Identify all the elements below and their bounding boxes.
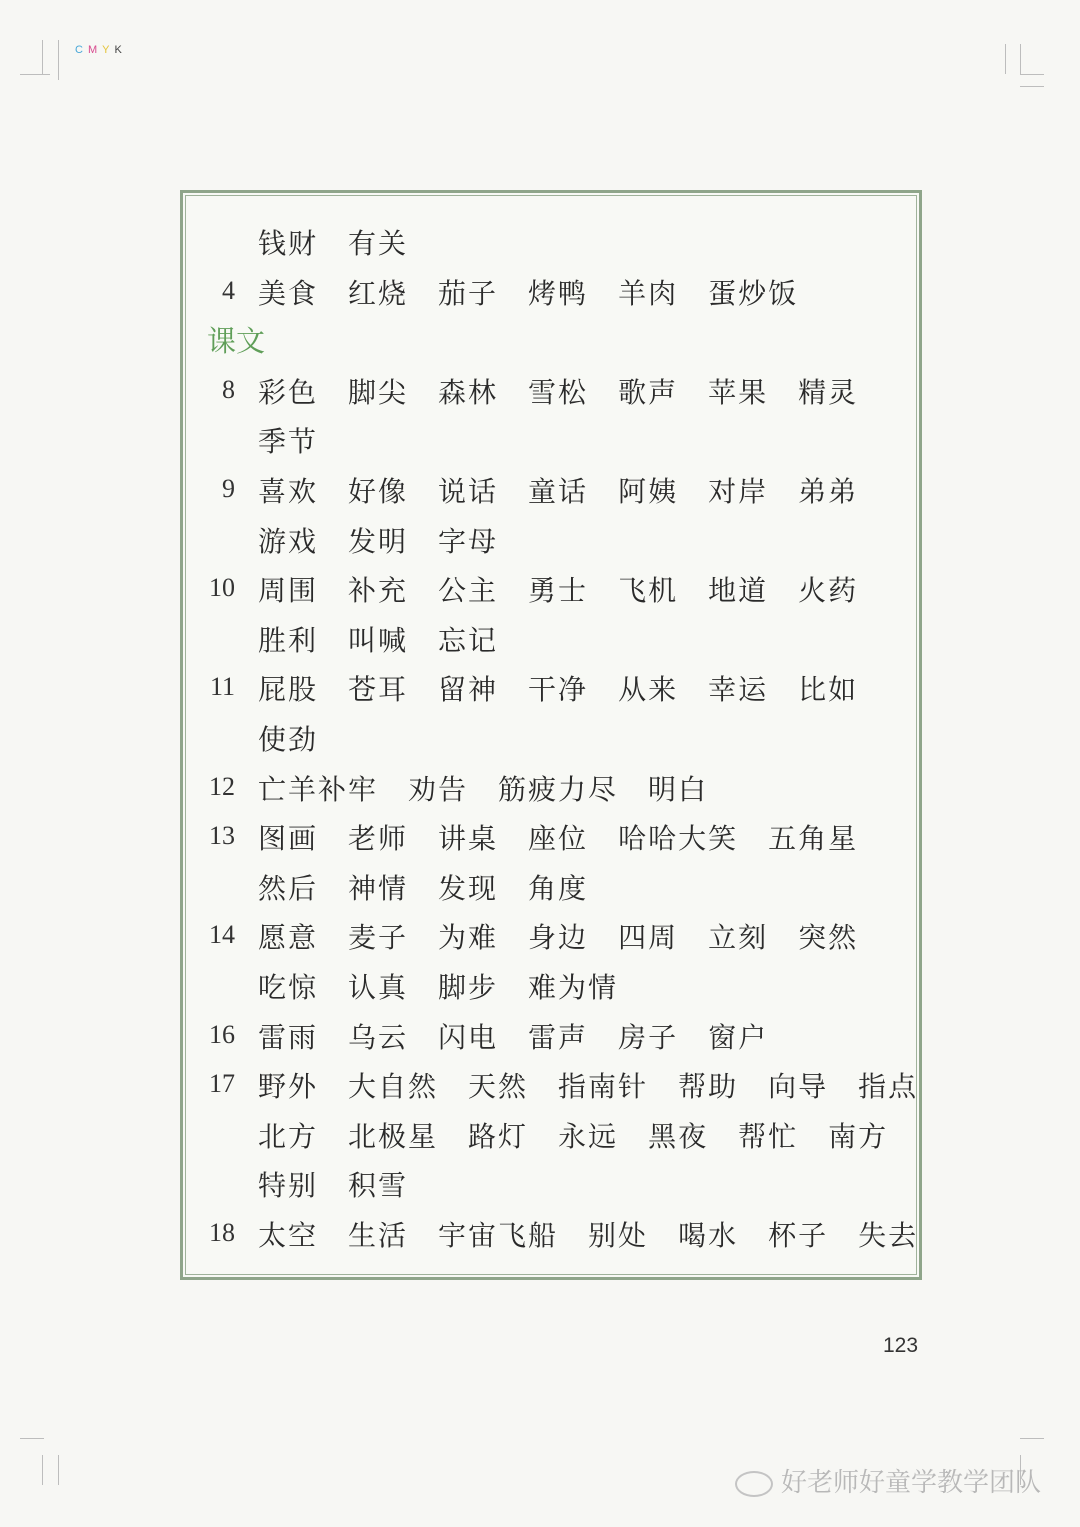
word-group [258, 1164, 438, 1204]
vocab-word: 窗户 [708, 1020, 769, 1054]
vocab-word: 弟弟 [798, 474, 859, 508]
vocab-word: 烤鸭 [528, 276, 589, 310]
vocab-word: 美食 [258, 276, 319, 310]
vocab-word: 老师 [348, 822, 409, 856]
vocab-row [0, 865, 1080, 915]
watermark [735, 1462, 1041, 1499]
vocab-word: 补充 [348, 574, 409, 608]
vocab-word: 蛋炒饭 [708, 276, 799, 310]
crop-mark [42, 40, 43, 74]
vocab-row [0, 220, 1080, 270]
vocab-word: 杯子 [768, 1218, 829, 1252]
word-group [258, 966, 648, 1006]
lesson-number: 17 [209, 1069, 235, 1099]
vocab-row [0, 369, 1080, 419]
word-group [258, 916, 888, 956]
vocab-word: 雪松 [528, 375, 589, 409]
vocab-word: 地道 [708, 574, 769, 608]
crop-mark [1020, 44, 1021, 74]
vocab-word: 向导 [768, 1070, 829, 1104]
word-group [258, 272, 828, 312]
word-group [258, 569, 888, 609]
vocab-word: 森林 [438, 375, 499, 409]
lesson-number: 12 [209, 771, 235, 801]
vocab-row [0, 418, 1080, 468]
vocab-row [0, 666, 1080, 716]
vocab-word: 雷声 [528, 1020, 589, 1054]
vocab-word: 别处 [588, 1218, 649, 1252]
vocab-word: 勇士 [528, 574, 589, 608]
word-group [258, 718, 348, 758]
vocab-word: 闪电 [438, 1020, 499, 1054]
vocab-row [0, 468, 1080, 518]
vocab-word: 路灯 [468, 1119, 529, 1153]
vocab-word: 突然 [798, 921, 859, 955]
vocab-word: 苹果 [708, 375, 769, 409]
crop-mark [1020, 86, 1044, 87]
vocab-word: 羊肉 [618, 276, 679, 310]
crop-mark [1020, 1438, 1044, 1439]
word-group [258, 817, 888, 857]
vocab-word: 游戏 [258, 524, 319, 558]
cmyk-registration-label [75, 44, 127, 56]
section-row [0, 319, 1080, 369]
crop-mark [42, 1455, 43, 1485]
vocab-word: 房子 [618, 1020, 679, 1054]
vocab-word: 永远 [558, 1119, 619, 1153]
crop-mark [1005, 44, 1006, 74]
lesson-number: 11 [209, 672, 235, 702]
vocab-word: 从来 [618, 673, 679, 707]
crop-mark [20, 1438, 44, 1439]
word-group [258, 222, 438, 262]
lesson-number: 9 [222, 473, 235, 503]
lesson-number: 4 [222, 275, 235, 305]
vocab-row [0, 1014, 1080, 1064]
vocab-word: 北方 [258, 1119, 319, 1153]
vocab-word: 角度 [528, 871, 589, 905]
vocab-word: 发明 [348, 524, 409, 558]
vocabulary-list [0, 220, 1080, 1261]
vocab-word: 比如 [798, 673, 859, 707]
word-group [258, 520, 528, 560]
vocab-word: 天然 [468, 1070, 529, 1104]
cmyk-letter: C [75, 44, 88, 56]
word-group [258, 768, 738, 808]
word-group [258, 420, 348, 460]
word-group [258, 470, 888, 510]
vocab-word: 说话 [438, 474, 499, 508]
vocab-row [0, 766, 1080, 816]
vocab-word: 明白 [648, 772, 709, 806]
crop-mark [1020, 74, 1044, 75]
vocab-word: 大自然 [348, 1070, 439, 1104]
word-group [258, 1115, 918, 1155]
vocab-word: 认真 [348, 970, 409, 1004]
vocab-word: 宇宙飞船 [438, 1218, 559, 1252]
vocab-word: 胜利 [258, 623, 319, 657]
vocab-word: 亡羊补牢 [258, 772, 379, 806]
word-group [258, 619, 528, 659]
vocab-word: 茄子 [438, 276, 499, 310]
vocab-row [0, 716, 1080, 766]
vocab-word: 指点 [858, 1070, 919, 1104]
vocab-word: 脚步 [438, 970, 499, 1004]
vocab-word: 周围 [258, 574, 319, 608]
lesson-number: 18 [209, 1217, 235, 1247]
vocab-word: 北极星 [348, 1119, 439, 1153]
vocab-word: 讲桌 [438, 822, 499, 856]
lesson-number: 13 [209, 821, 235, 851]
vocab-word: 火药 [798, 574, 859, 608]
vocab-row [0, 815, 1080, 865]
lesson-number: 10 [209, 573, 235, 603]
lesson-number: 16 [209, 1019, 235, 1049]
vocab-row [0, 270, 1080, 320]
vocab-word: 彩色 [258, 375, 319, 409]
word-group [258, 668, 888, 708]
vocab-word: 红烧 [348, 276, 409, 310]
cmyk-letter: M [87, 44, 103, 56]
vocab-word: 南方 [828, 1119, 889, 1153]
vocab-word: 神情 [348, 871, 409, 905]
vocab-row [0, 1162, 1080, 1212]
vocab-word: 劝告 [408, 772, 469, 806]
vocab-word: 屁股 [258, 673, 319, 707]
vocab-row [0, 1063, 1080, 1113]
cmyk-letter: Y [102, 44, 115, 56]
vocab-word: 生活 [348, 1218, 409, 1252]
vocab-word: 幸运 [708, 673, 769, 707]
lesson-number: 8 [222, 374, 235, 404]
vocab-word: 座位 [528, 822, 589, 856]
vocab-word: 帮助 [678, 1070, 739, 1104]
vocab-row [0, 1212, 1080, 1262]
vocab-word: 忘记 [438, 623, 499, 657]
vocab-word: 雷雨 [258, 1020, 319, 1054]
vocab-word: 黑夜 [648, 1119, 709, 1153]
vocab-word: 使劲 [258, 722, 319, 756]
vocab-word: 身边 [528, 921, 589, 955]
vocab-word: 失去 [858, 1218, 919, 1252]
vocab-word: 公主 [438, 574, 499, 608]
word-group [258, 1214, 948, 1254]
vocab-word: 然后 [258, 871, 319, 905]
word-group [258, 1016, 798, 1056]
vocab-word: 难为情 [528, 970, 619, 1004]
vocab-row [0, 1113, 1080, 1163]
word-group [258, 371, 888, 411]
page-number: 123 [883, 1334, 919, 1357]
lesson-number: 14 [209, 920, 235, 950]
vocab-row [0, 914, 1080, 964]
vocab-word: 童话 [528, 474, 589, 508]
vocab-word: 野外 [258, 1070, 319, 1104]
vocab-word: 太空 [258, 1218, 319, 1252]
vocab-word: 飞机 [618, 574, 679, 608]
vocab-word: 钱财 [258, 227, 319, 260]
vocab-word: 喝水 [678, 1218, 739, 1252]
crop-mark [58, 1455, 59, 1485]
vocab-row [0, 567, 1080, 617]
vocab-word: 脚尖 [348, 375, 409, 409]
word-group [258, 867, 618, 907]
vocab-word: 五角星 [768, 822, 859, 856]
vocab-word: 四周 [618, 921, 679, 955]
vocab-word: 发现 [438, 871, 499, 905]
vocab-word: 特别 [258, 1169, 319, 1203]
vocab-word: 喜欢 [258, 474, 319, 508]
vocab-word: 图画 [258, 822, 319, 856]
vocab-word: 筋疲力尽 [498, 772, 619, 806]
vocab-word: 精灵 [798, 375, 859, 409]
watermark-text: 好老师好童学教学团队 [781, 1468, 1042, 1498]
vocab-word: 为难 [438, 921, 499, 955]
vocab-word: 指南针 [558, 1070, 649, 1104]
vocab-word: 愿意 [258, 921, 319, 955]
vocab-word: 好像 [348, 474, 409, 508]
vocab-row [0, 518, 1080, 568]
word-group [258, 1065, 948, 1105]
vocab-word: 帮忙 [738, 1119, 799, 1153]
crop-mark [58, 40, 59, 80]
vocab-word: 积雪 [348, 1169, 409, 1203]
vocab-word: 对岸 [708, 474, 769, 508]
vocab-word: 吃惊 [258, 970, 319, 1004]
vocab-word: 哈哈大笑 [618, 822, 739, 856]
cmyk-letter: K [114, 44, 127, 56]
vocab-word: 苍耳 [348, 673, 409, 707]
vocab-word: 麦子 [348, 921, 409, 955]
vocab-word: 有关 [348, 227, 409, 260]
vocab-word: 歌声 [618, 375, 679, 409]
vocab-word: 季节 [258, 425, 319, 459]
vocab-word: 叫喊 [348, 623, 409, 657]
vocab-word: 字母 [438, 524, 499, 558]
wechat-icon [735, 1471, 773, 1497]
vocab-word: 立刻 [708, 921, 769, 955]
vocab-word: 留神 [438, 673, 499, 707]
crop-mark [20, 74, 50, 75]
section-title: 课文 [207, 324, 266, 359]
vocab-row [0, 964, 1080, 1014]
vocab-word: 乌云 [348, 1020, 409, 1054]
vocab-word: 阿姨 [618, 474, 679, 508]
vocab-word: 干净 [528, 673, 589, 707]
vocab-row [0, 617, 1080, 667]
